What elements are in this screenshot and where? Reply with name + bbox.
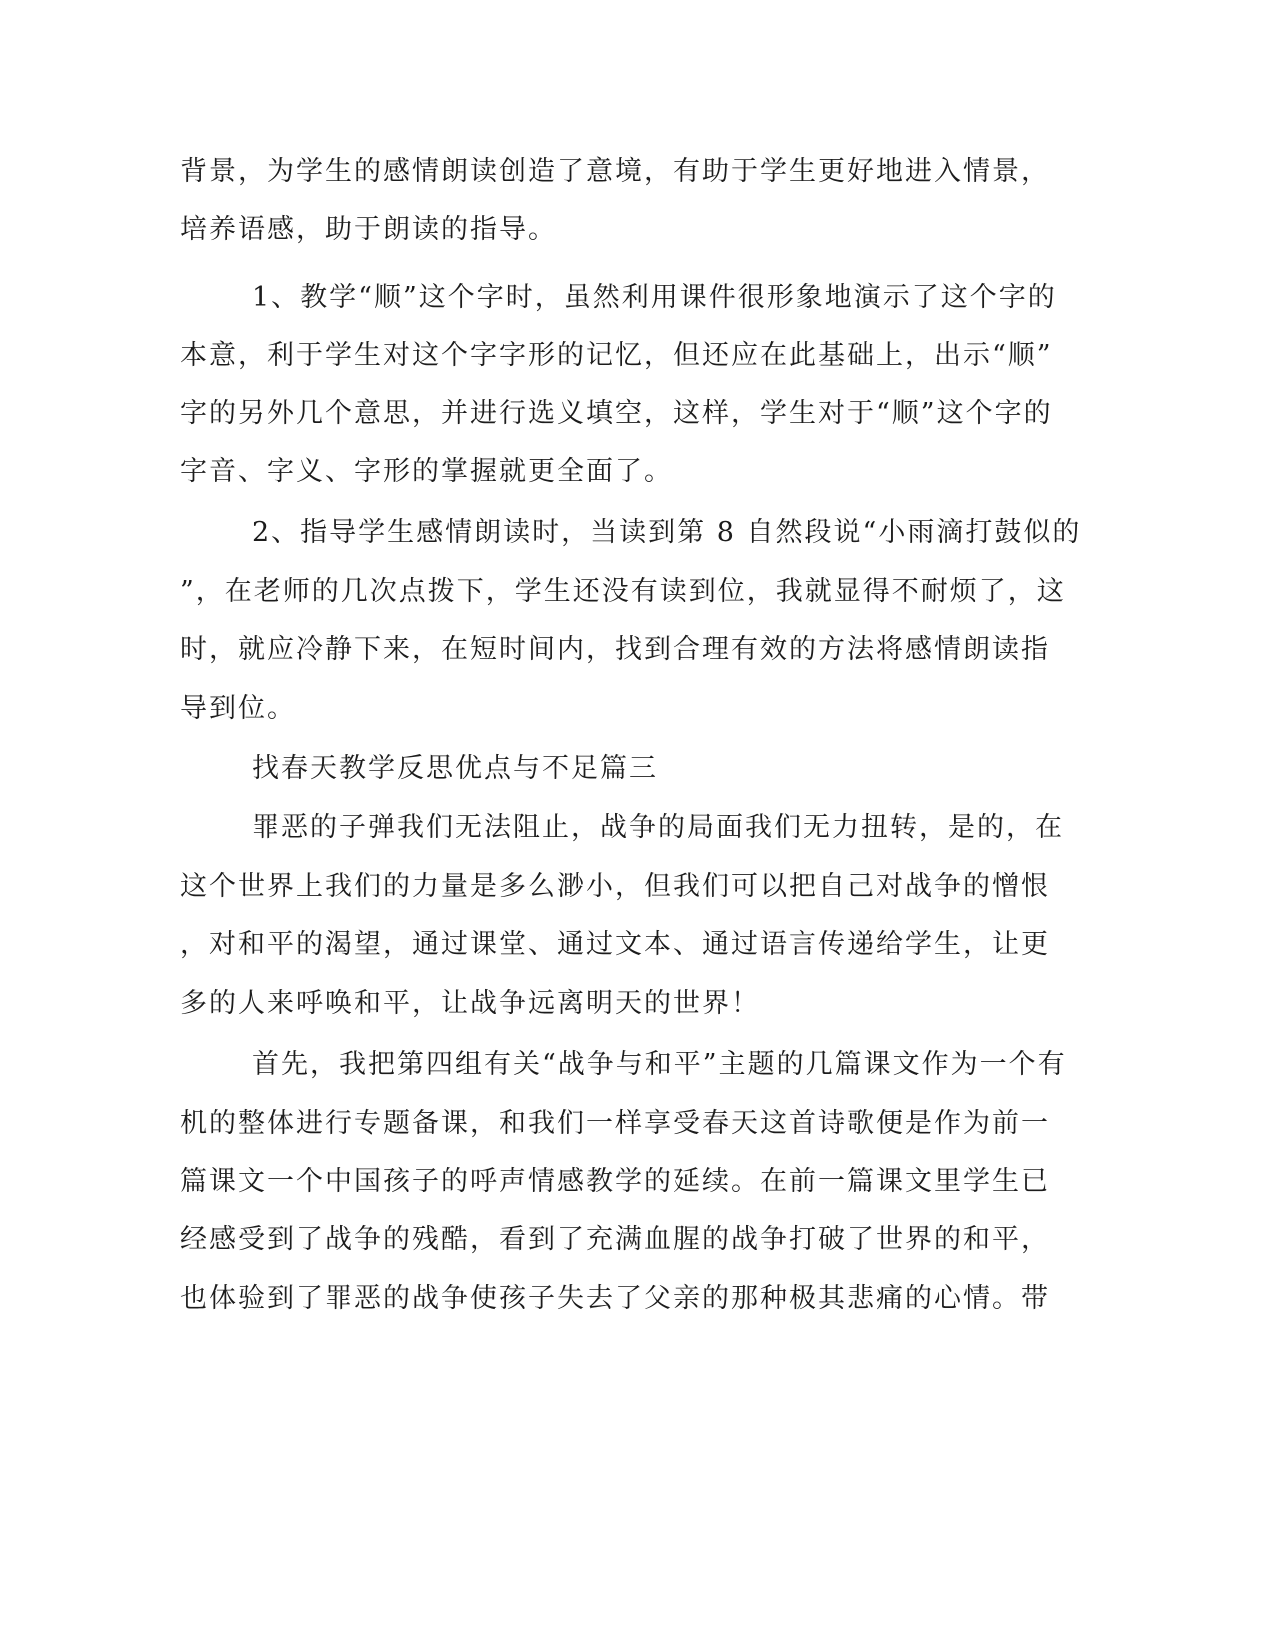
text-line-18: 篇课文一个中国孩子的呼声情感教学的延续。在前一篇课文里学生已 [180,1166,1050,1197]
text-line-10: 导到位。 [180,693,296,724]
text-line-4: 本意，利于学生对这个字字形的记忆，但还应在此基础上，出示“顺” [180,340,1053,371]
text-line-8: ”，在老师的几次点拨下，学生还没有读到位，我就显得不耐烦了，这 [180,576,1066,607]
section-heading: 找春天教学反思优点与不足篇三 [252,753,658,784]
text-line-3: 1、教学“顺”这个字时，虽然利用课件很形象地演示了这个字的 [252,282,1057,313]
text-line-7: 2、指导学生感情朗读时，当读到第 8 自然段说“小雨滴打鼓似的 [252,517,1082,548]
text-line-9: 时，就应冷静下来，在短时间内，找到合理有效的方法将感情朗读指 [180,634,1050,665]
text-line-2: 培养语感，助于朗读的指导。 [180,214,557,245]
text-line-12: 罪恶的子弹我们无法阻止，战争的局面我们无力扭转，是的，在 [252,812,1064,843]
text-line-13: 这个世界上我们的力量是多么渺小，但我们可以把自己对战争的憎恨 [180,871,1050,902]
text-line-1: 背景，为学生的感情朗读创造了意境，有助于学生更好地进入情景， [180,156,1050,187]
text-line-20: 也体验到了罪恶的战争使孩子失去了父亲的那种极其悲痛的心情。带 [180,1283,1050,1314]
text-line-15: 多的人来呼唤和平，让战争远离明天的世界！ [180,988,760,1019]
text-line-19: 经感受到了战争的残酷，看到了充满血腥的战争打破了世界的和平， [180,1224,1050,1255]
text-line-14: ，对和平的渴望，通过课堂、通过文本、通过语言传递给学生，让更 [180,929,1050,960]
text-line-5: 字的另外几个意思，并进行选义填空，这样，学生对于“顺”这个字的 [180,398,1053,429]
text-line-17: 机的整体进行专题备课，和我们一样享受春天这首诗歌便是作为前一 [180,1108,1050,1139]
text-line-6: 字音、字义、字形的掌握就更全面了。 [180,456,673,487]
text-line-16: 首先，我把第四组有关“战争与和平”主题的几篇课文作为一个有 [252,1049,1067,1080]
